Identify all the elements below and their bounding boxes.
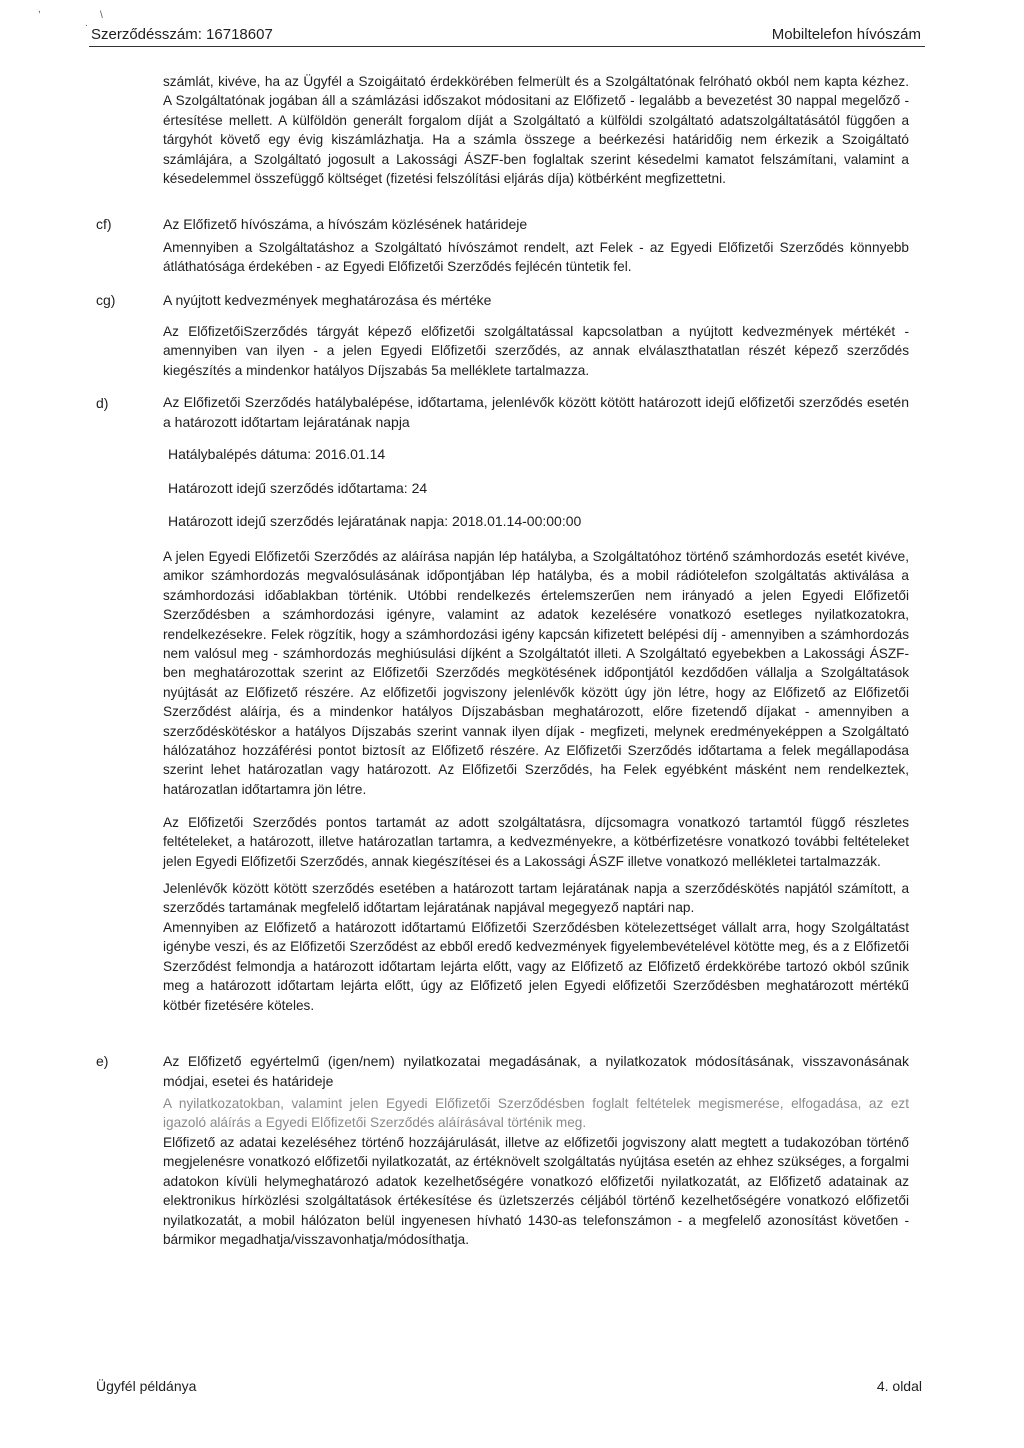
contract-number: Szerződésszám: 16718607 [91, 26, 273, 43]
footer-copy-label: Ügyfél példánya [96, 1378, 197, 1394]
section-label-cg: cg) [96, 292, 116, 308]
expiry-date: Határozott idejű szerződés lejáratának napja: 2018.01.14-00:00:00 [168, 513, 582, 529]
section-d-paragraph-3: Jelenlévők között kötött szerződés esetében a határozott tartam lejáratának napja a szerződéskötés napjától számított, a szerződés tartamának megfelelő időtartam lejáratának napjával megegyező naptári nap. [163, 881, 909, 916]
section-label-d: d) [96, 395, 109, 411]
section-d-paragraph-1: A jelen Egyedi Előfizetői Szerződés az aláírása napján lép hatályba, a Szolgáltatóhoz történő számhordozás esetét kivéve, amikor számhordozás megvalósulásának időpontjában lép hatályba, és a mobil rádiótelefon szolgáltatás aktiválása a számhordozási időablakban történik. Utóbbi rendelkezés értelemszerűen nem irányadó a jelen Egyedi Előfizetői Szerződésben a számhordozási igényre, valamint az adatok kezelésére vonatkozó esetleges nyilatkozatokra, rendelkezésekre. Felek rögzítik, hogy a számhordozási igény kapcsán kifizetett belépési díj - amennyiben a számhordozás nem valósul meg - számhordozás meghiúsulási díjként a Szolgáltatót illeti. A Szolgáltató egyebekben a Lakossági ÁSZF-ben meghatározottak szerint az Előfizetői Szerződés megkötésének időpontjától kezdődően vállalja a Szolgáltatások nyújtását az Előfizető részére. Az előfizetői jogviszony jelenlévők között úgy jön létre, hogy az Előfizető az Előfizetői Szerződést aláírja, és a mindenkor hatályos Díjszabásban meghatározott, előre fizetendő díjakat - amennyiben a szerződéskötéskor a hatályos Díjszabás szerint vannak ilyen díjak - megfizeti, melynek eredményeképpen a Szolgáltató hálózatához hozzáférési pontot biztosít az Előfizető részére. Az Előfizetői Szerződés időtartama a felek megállapodása szerint lehet határozatlan vagy határozott. Az Előfizetői Szerződés, ha Felek egyébként másként nem rendelkeztek, határozatlan időtartamra jön létre. [163, 549, 909, 797]
section-title-d: Az Előfizetői Szerződés hatálybalépése, időtartama, jelenlévők között kötött határozott idejű előfizetői szerződés esetén a határozott időtartam lejáratának napja [163, 394, 909, 430]
section-title-cf: Az Előfizető hívószáma, a hívószám közlésének határideje [163, 216, 528, 232]
section-title-e: Az Előfizető egyértelmű (igen/nem) nyilatkozatai megadásának, a nyilatkozatok módosításának, visszavonásának módjai, esetei és határideje [163, 1053, 909, 1089]
section-d-paragraph-4: Amennyiben az Előfizető a határozott időtartamú Előfizetői Szerződésben kötelezettséget vállalt arra, hogy Szolgáltatást igénybe veszi, és az Előfizetői Szerződést az ebből eredő kedvezmények figyelembevételével kötötte meg, és a z Előfizetői Szerződést felmondja a határozott időtartam lejárta előtt, vagy az Előfizető az Előfizető érdekkörébe tartozó okból szűnik meg a határozott időtartam lejárta előtt, úgy az Előfizető jelen Egyedi előfizetői Szerződésben meghatározott mértékű kötbér fizetésére köteles. [163, 920, 909, 1013]
section-label-cf: cf) [96, 216, 112, 232]
page-number: 4. oldal [876, 1378, 922, 1394]
section-d-paragraph-2: Az Előfizetői Szerződés pontos tartamát az adott szolgáltatásra, díjcsomagra vonatkozó tartamtól függő részletes feltételeket, a határozott, illetve határozatlan tartamra, a kedvezményekre, a kötbérfizetésre vonatkozó további feltételeket jelen Egyedi Előfizetői Szerződés, annak kiegészítései és a Lakossági ÁSZF illetve vonatkozó mellékletei tartalmazzák. [163, 815, 909, 869]
contract-duration: Határozott idejű szerződés időtartama: 24 [168, 480, 428, 496]
effective-date: Hatálybalépés dátuma: 2016.01.14 [168, 446, 386, 462]
section-e-faint-paragraph: A nyilatkozatokban, valamint jelen Egyedi Előfizetői Szerződésben foglalt feltételek megismerése, elfogadása, az ezt igazoló aláírás a Egyedi Előfizetői Szerződés aláírásával történik meg. [163, 1096, 909, 1131]
scan-mark: , [38, 4, 41, 15]
section-e-paragraph-1: Előfizető az adatai kezeléséhez történő hozzájárulását, illetve az előfizetői jogviszony alatt megtett a tudakozóban történő megjelenésre vonatkozó előfizetői nyilatkozatát, az értéknövelt szolgáltatás nyújtása esetén az ehhez szükséges, a forgalmi adatokon kívüli helymeghatározó adatok kezelhetőségére vonatkozó előfizetői nyilatkozatát, az Előfizető adatainak az elektronikus hírközlési szolgáltatások értékesítése és üzletszerzés céljából történő kezelhetőségére vonatkozó előfizetői nyilatkozatát, a mobil hálózaton belül ingyenesen hívható 1430-as telefonszámon - a megfelelő azonosítást követően - bármikor megadhatja/visszavonhatja/módosíthatja. [163, 1135, 909, 1248]
intro-paragraph: számlát, kivéve, ha az Ügyfél a Szoigáitató érdekkörében felmerült és a Szolgáltatónak felróható okból nem kapta kézhez. A Szolgáltatónak jogában áll a számlázási időszakot módositani az Előfizető - legalább a bevezetést 30 nappal megelőző - értesítése mellett. A külföldön generált forgalom díját a Szolgáltató a külföldi szolgáltató adatszolgáltatásától függően a tárgyhót követő egy évig kiszámlázhatja. Ha a számla összege a beérkezési határidőig nem érkezik a Szoigáltató számlájára, a Szolgáltató jogosult a Lakossági ÁSZF-ben foglaltak szerint késedelmi kamatot felszámítani, valamint a késedelemmel összefüggő költséget (fizetési felszólítási eljárás díja) kötbérként megfizettetni. [163, 74, 909, 187]
page-header [89, 12, 925, 47]
section-body-cf: Amennyiben a Szolgáltatáshoz a Szolgáltató hívószámot rendelt, azt Felek - az Egyedi Előfizetői Szerződés könnyebb átláthatósága érdekében - az Egyedi Előfizetői Szerződés fejlécén tüntetik fel. [163, 240, 909, 275]
section-body-cg: Az ElőfizetőiSzerződés tárgyát képező előfizetői szolgáltatással kapcsolatban a nyújtott kedvezmények mértékét - amennyiben van ilyen - a jelen Egyedi Előfizetői szerződés, az annak elválaszthatatlan részét képező szerződés kiegészítés a mindenkor hatályos Díjszabás 5a melléklete tartalmazza. [163, 324, 909, 378]
scan-mark: \ [100, 10, 103, 21]
scan-mark: . [85, 18, 88, 29]
section-label-e: e) [96, 1053, 109, 1069]
section-title-cg: A nyújtott kedvezmények meghatározása és mértéke [163, 292, 492, 308]
phone-number-label: Mobiltelefon hívószám [771, 26, 921, 43]
